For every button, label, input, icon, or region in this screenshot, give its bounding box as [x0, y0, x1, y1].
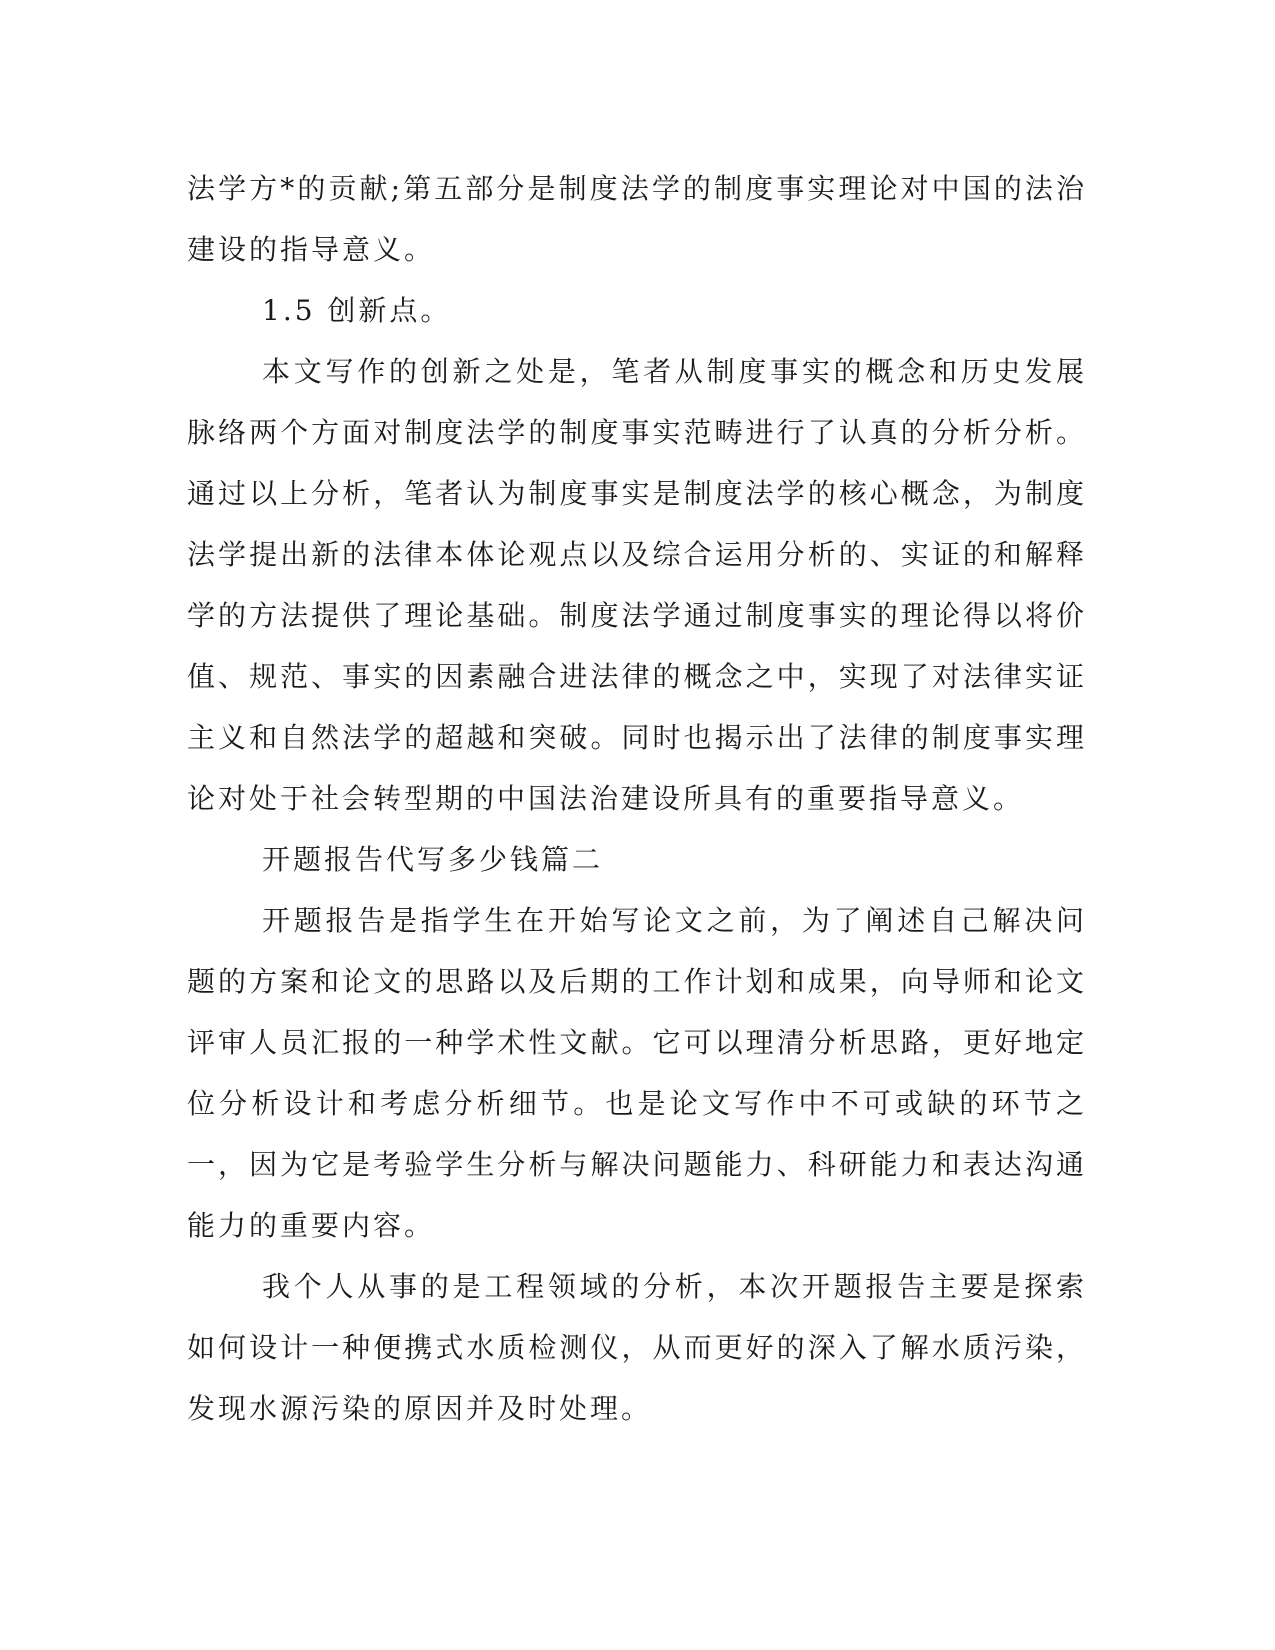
paragraph-innovation: 本文写作的创新之处是，笔者从制度事实的概念和历史发展脉络两个方面对制度法学的制度事实范畴进行了认真的分析分析。通过以上分析，笔者认为制度事实是制度法学的核心概念，为制度法学提出新的法律本体论观点以及综合运用分析的、实证的和解释学的方法提供了理论基础。制度法学通过制度事实的理论得以将价值、规范、事实的因素融合进法律的概念之中，实现了对法律实证主义和自然法学的超越和突破。同时也揭示出了法律的制度事实理论对处于社会转型期的中国法治建设所具有的重要指导意义。	[187, 355, 1087, 815]
article-heading-part-two: 开题报告代写多少钱篇二	[262, 843, 604, 876]
section-heading-innovation: 1.5 创新点。	[262, 294, 452, 327]
paragraph-personal: 我个人从事的是工程领域的分析，本次开题报告主要是探索如何设计一种便携式水质检测仪，从而更好的深入了解水质污染，发现水源污染的原因并及时处理。	[187, 1270, 1087, 1425]
paragraph-continuation: 法学方*的贡献;第五部分是制度法学的制度事实理论对中国的法治建设的指导意义。	[187, 172, 1087, 266]
document-body	[187, 158, 1087, 1439]
paragraph-definition: 开题报告是指学生在开始写论文之前，为了阐述自己解决问题的方案和论文的思路以及后期的工作计划和成果，向导师和论文评审人员汇报的一种学术性文献。它可以理清分析思路，更好地定位分析设计和考虑分析细节。也是论文写作中不可或缺的环节之一，因为它是考验学生分析与解决问题能力、科研能力和表达沟通能力的重要内容。	[187, 904, 1087, 1242]
